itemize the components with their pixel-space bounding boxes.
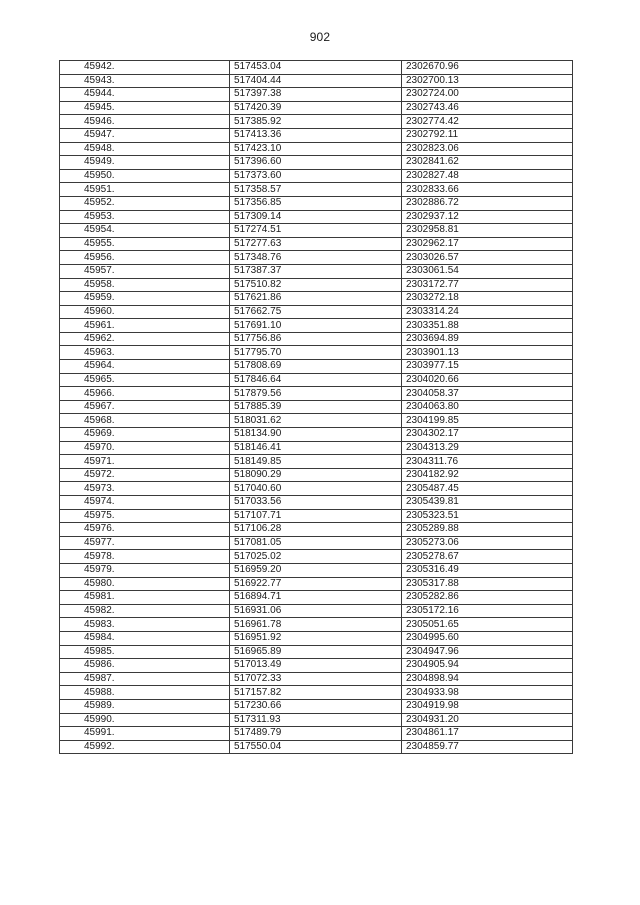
x-coordinate-cell: 517879.56 <box>230 387 402 401</box>
y-coordinate-cell: 2304995.60 <box>402 631 573 645</box>
table-row <box>60 74 573 88</box>
x-coordinate-cell: 517808.69 <box>230 360 402 374</box>
point-number-cell: 45954. <box>60 224 230 238</box>
table-row <box>60 210 573 224</box>
point-number-cell: 45948. <box>60 142 230 156</box>
y-coordinate-cell: 2305278.67 <box>402 550 573 564</box>
table-row <box>60 237 573 251</box>
x-coordinate-cell: 517025.02 <box>230 550 402 564</box>
x-coordinate-cell: 516959.20 <box>230 563 402 577</box>
table-row <box>60 550 573 564</box>
x-coordinate-cell: 518090.29 <box>230 468 402 482</box>
point-number-cell: 45986. <box>60 659 230 673</box>
x-coordinate-cell: 517404.44 <box>230 74 402 88</box>
table-row <box>60 645 573 659</box>
table-row <box>60 496 573 510</box>
table-row <box>60 740 573 754</box>
x-coordinate-cell: 518134.90 <box>230 428 402 442</box>
y-coordinate-cell: 2304311.76 <box>402 455 573 469</box>
y-coordinate-cell: 2304302.17 <box>402 428 573 442</box>
y-coordinate-cell: 2305282.86 <box>402 591 573 605</box>
y-coordinate-cell: 2302827.48 <box>402 169 573 183</box>
y-coordinate-cell: 2302724.00 <box>402 88 573 102</box>
table-row <box>60 468 573 482</box>
x-coordinate-cell: 517662.75 <box>230 305 402 319</box>
x-coordinate-cell: 517274.51 <box>230 224 402 238</box>
table-row <box>60 264 573 278</box>
point-number-cell: 45950. <box>60 169 230 183</box>
table-row <box>60 292 573 306</box>
x-coordinate-cell: 517423.10 <box>230 142 402 156</box>
x-coordinate-cell: 517396.60 <box>230 156 402 170</box>
x-coordinate-cell: 517420.39 <box>230 101 402 115</box>
y-coordinate-cell: 2305289.88 <box>402 523 573 537</box>
y-coordinate-cell: 2303172.77 <box>402 278 573 292</box>
y-coordinate-cell: 2302670.96 <box>402 61 573 75</box>
y-coordinate-cell: 2302886.72 <box>402 196 573 210</box>
y-coordinate-cell: 2304931.20 <box>402 713 573 727</box>
point-number-cell: 45944. <box>60 88 230 102</box>
point-number-cell: 45952. <box>60 196 230 210</box>
x-coordinate-cell: 517081.05 <box>230 536 402 550</box>
table-row <box>60 604 573 618</box>
x-coordinate-cell: 517885.39 <box>230 400 402 414</box>
point-number-cell: 45955. <box>60 237 230 251</box>
x-coordinate-cell: 517413.36 <box>230 128 402 142</box>
table-row <box>60 61 573 75</box>
point-number-cell: 45978. <box>60 550 230 564</box>
point-number-cell: 45971. <box>60 455 230 469</box>
table-row <box>60 631 573 645</box>
x-coordinate-cell: 517795.70 <box>230 346 402 360</box>
y-coordinate-cell: 2302958.81 <box>402 224 573 238</box>
table-row <box>60 686 573 700</box>
y-coordinate-cell: 2304861.17 <box>402 727 573 741</box>
x-coordinate-cell: 517387.37 <box>230 264 402 278</box>
point-number-cell: 45983. <box>60 618 230 632</box>
table-row <box>60 441 573 455</box>
table-row <box>60 536 573 550</box>
y-coordinate-cell: 2304919.98 <box>402 699 573 713</box>
table-row <box>60 659 573 673</box>
x-coordinate-cell: 517157.82 <box>230 686 402 700</box>
table-row <box>60 727 573 741</box>
point-number-cell: 45958. <box>60 278 230 292</box>
x-coordinate-cell: 517013.49 <box>230 659 402 673</box>
point-number-cell: 45982. <box>60 604 230 618</box>
y-coordinate-cell: 2304058.37 <box>402 387 573 401</box>
point-number-cell: 45943. <box>60 74 230 88</box>
x-coordinate-cell: 517691.10 <box>230 319 402 333</box>
x-coordinate-cell: 517106.28 <box>230 523 402 537</box>
point-number-cell: 45980. <box>60 577 230 591</box>
table-row <box>60 278 573 292</box>
point-number-cell: 45988. <box>60 686 230 700</box>
x-coordinate-cell: 517550.04 <box>230 740 402 754</box>
x-coordinate-cell: 517510.82 <box>230 278 402 292</box>
point-number-cell: 45976. <box>60 523 230 537</box>
point-number-cell: 45970. <box>60 441 230 455</box>
point-number-cell: 45975. <box>60 509 230 523</box>
table-row <box>60 672 573 686</box>
table-row <box>60 305 573 319</box>
point-number-cell: 45968. <box>60 414 230 428</box>
y-coordinate-cell: 2302792.11 <box>402 128 573 142</box>
table-row <box>60 618 573 632</box>
x-coordinate-cell: 516931.06 <box>230 604 402 618</box>
point-number-cell: 45951. <box>60 183 230 197</box>
point-number-cell: 45964. <box>60 360 230 374</box>
table-row <box>60 509 573 523</box>
table-row <box>60 224 573 238</box>
y-coordinate-cell: 2302700.13 <box>402 74 573 88</box>
y-coordinate-cell: 2305487.45 <box>402 482 573 496</box>
table-row <box>60 360 573 374</box>
y-coordinate-cell: 2304199.85 <box>402 414 573 428</box>
table-row <box>60 373 573 387</box>
y-coordinate-cell: 2304063.80 <box>402 400 573 414</box>
table-row <box>60 591 573 605</box>
table-row <box>60 387 573 401</box>
y-coordinate-cell: 2304905.94 <box>402 659 573 673</box>
x-coordinate-cell: 517311.93 <box>230 713 402 727</box>
y-coordinate-cell: 2302841.62 <box>402 156 573 170</box>
table-row <box>60 319 573 333</box>
table-row <box>60 183 573 197</box>
point-number-cell: 45962. <box>60 332 230 346</box>
y-coordinate-cell: 2303272.18 <box>402 292 573 306</box>
point-number-cell: 45972. <box>60 468 230 482</box>
y-coordinate-cell: 2302823.06 <box>402 142 573 156</box>
table-row <box>60 699 573 713</box>
y-coordinate-cell: 2305172.16 <box>402 604 573 618</box>
x-coordinate-cell: 517107.71 <box>230 509 402 523</box>
y-coordinate-cell: 2304182.92 <box>402 468 573 482</box>
point-number-cell: 45957. <box>60 264 230 278</box>
y-coordinate-cell: 2302962.17 <box>402 237 573 251</box>
x-coordinate-cell: 517309.14 <box>230 210 402 224</box>
y-coordinate-cell: 2302833.66 <box>402 183 573 197</box>
y-coordinate-cell: 2303694.89 <box>402 332 573 346</box>
point-number-cell: 45985. <box>60 645 230 659</box>
table-row <box>60 115 573 129</box>
y-coordinate-cell: 2305439.81 <box>402 496 573 510</box>
point-number-cell: 45945. <box>60 101 230 115</box>
point-number-cell: 45974. <box>60 496 230 510</box>
x-coordinate-cell: 518146.41 <box>230 441 402 455</box>
y-coordinate-cell: 2305051.65 <box>402 618 573 632</box>
table-row <box>60 523 573 537</box>
x-coordinate-cell: 517277.63 <box>230 237 402 251</box>
y-coordinate-cell: 2304898.94 <box>402 672 573 686</box>
y-coordinate-cell: 2304933.98 <box>402 686 573 700</box>
table-row <box>60 577 573 591</box>
y-coordinate-cell: 2304313.29 <box>402 441 573 455</box>
point-number-cell: 45961. <box>60 319 230 333</box>
table-row <box>60 346 573 360</box>
y-coordinate-cell: 2302774.42 <box>402 115 573 129</box>
x-coordinate-cell: 517385.92 <box>230 115 402 129</box>
x-coordinate-cell: 517397.38 <box>230 88 402 102</box>
point-number-cell: 45963. <box>60 346 230 360</box>
point-number-cell: 45991. <box>60 727 230 741</box>
x-coordinate-cell: 517348.76 <box>230 251 402 265</box>
x-coordinate-cell: 517072.33 <box>230 672 402 686</box>
x-coordinate-cell: 517040.60 <box>230 482 402 496</box>
table-row <box>60 428 573 442</box>
x-coordinate-cell: 517230.66 <box>230 699 402 713</box>
point-number-cell: 45959. <box>60 292 230 306</box>
point-number-cell: 45965. <box>60 373 230 387</box>
point-number-cell: 45942. <box>60 61 230 75</box>
x-coordinate-cell: 517489.79 <box>230 727 402 741</box>
y-coordinate-cell: 2303061.54 <box>402 264 573 278</box>
x-coordinate-cell: 516961.78 <box>230 618 402 632</box>
table-row <box>60 414 573 428</box>
table-row <box>60 482 573 496</box>
table-row <box>60 156 573 170</box>
table-row <box>60 455 573 469</box>
point-number-cell: 45977. <box>60 536 230 550</box>
point-number-cell: 45946. <box>60 115 230 129</box>
x-coordinate-cell: 517358.57 <box>230 183 402 197</box>
page-number: 902 <box>309 30 331 44</box>
point-number-cell: 45960. <box>60 305 230 319</box>
table-row <box>60 169 573 183</box>
table-row <box>60 142 573 156</box>
y-coordinate-cell: 2303901.13 <box>402 346 573 360</box>
x-coordinate-cell: 517033.56 <box>230 496 402 510</box>
x-coordinate-cell: 517356.85 <box>230 196 402 210</box>
point-number-cell: 45956. <box>60 251 230 265</box>
x-coordinate-cell: 517453.04 <box>230 61 402 75</box>
y-coordinate-cell: 2302937.12 <box>402 210 573 224</box>
x-coordinate-cell: 517373.60 <box>230 169 402 183</box>
table-row <box>60 196 573 210</box>
point-number-cell: 45973. <box>60 482 230 496</box>
point-number-cell: 45947. <box>60 128 230 142</box>
x-coordinate-cell: 516922.77 <box>230 577 402 591</box>
coordinates-table <box>59 60 573 754</box>
y-coordinate-cell: 2305317.88 <box>402 577 573 591</box>
point-number-cell: 45989. <box>60 699 230 713</box>
y-coordinate-cell: 2304020.66 <box>402 373 573 387</box>
y-coordinate-cell: 2304859.77 <box>402 740 573 754</box>
y-coordinate-cell: 2303026.57 <box>402 251 573 265</box>
table-row <box>60 400 573 414</box>
table-row <box>60 101 573 115</box>
x-coordinate-cell: 516965.89 <box>230 645 402 659</box>
x-coordinate-cell: 518149.85 <box>230 455 402 469</box>
y-coordinate-cell: 2305273.06 <box>402 536 573 550</box>
coordinates-table-body <box>60 61 573 754</box>
y-coordinate-cell: 2304947.96 <box>402 645 573 659</box>
x-coordinate-cell: 518031.62 <box>230 414 402 428</box>
point-number-cell: 45984. <box>60 631 230 645</box>
table-row <box>60 88 573 102</box>
x-coordinate-cell: 516951.92 <box>230 631 402 645</box>
point-number-cell: 45987. <box>60 672 230 686</box>
point-number-cell: 45990. <box>60 713 230 727</box>
point-number-cell: 45969. <box>60 428 230 442</box>
table-row <box>60 332 573 346</box>
table-row <box>60 713 573 727</box>
point-number-cell: 45953. <box>60 210 230 224</box>
table-row <box>60 128 573 142</box>
y-coordinate-cell: 2305316.49 <box>402 563 573 577</box>
table-row <box>60 563 573 577</box>
x-coordinate-cell: 517621.86 <box>230 292 402 306</box>
point-number-cell: 45966. <box>60 387 230 401</box>
y-coordinate-cell: 2303314.24 <box>402 305 573 319</box>
point-number-cell: 45979. <box>60 563 230 577</box>
point-number-cell: 45967. <box>60 400 230 414</box>
y-coordinate-cell: 2302743.46 <box>402 101 573 115</box>
table-row <box>60 251 573 265</box>
point-number-cell: 45981. <box>60 591 230 605</box>
y-coordinate-cell: 2303977.15 <box>402 360 573 374</box>
y-coordinate-cell: 2303351.88 <box>402 319 573 333</box>
x-coordinate-cell: 517756.86 <box>230 332 402 346</box>
point-number-cell: 45949. <box>60 156 230 170</box>
x-coordinate-cell: 516894.71 <box>230 591 402 605</box>
point-number-cell: 45992. <box>60 740 230 754</box>
x-coordinate-cell: 517846.64 <box>230 373 402 387</box>
y-coordinate-cell: 2305323.51 <box>402 509 573 523</box>
